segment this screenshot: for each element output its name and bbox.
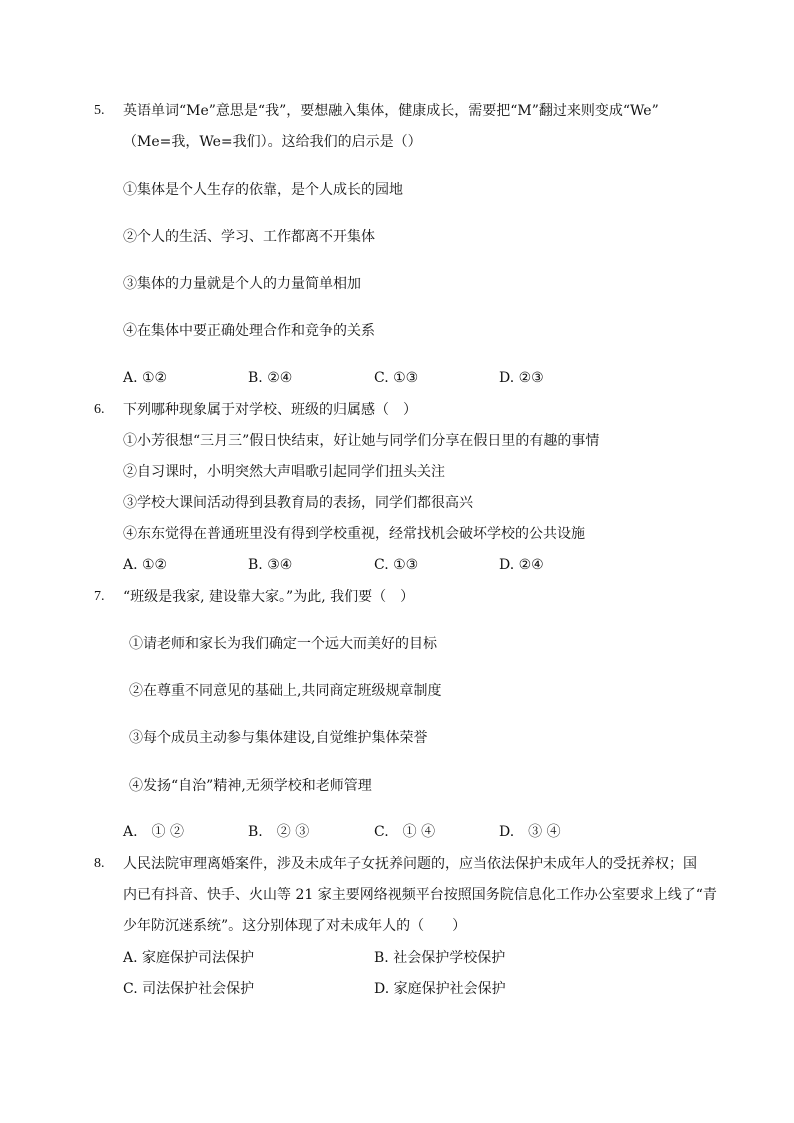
- statement: ④在集体中要正确处理合作和竞争的关系: [123, 323, 375, 339]
- statement: ②自习课时，小明突然大声唱歌引起同学们扭头关注: [123, 464, 445, 480]
- option-d[interactable]: D. ②③: [499, 370, 544, 386]
- option-b[interactable]: B. ② ③: [248, 824, 310, 840]
- option-c[interactable]: C. ① ④: [374, 824, 436, 840]
- option-a[interactable]: A. 家庭保护司法保护: [123, 950, 255, 966]
- statement: ③集体的力量就是个人的力量简单相加: [123, 276, 361, 292]
- option-b[interactable]: B. ②④: [248, 370, 293, 386]
- question-stem-line: 英语单词“Me”意思是“我”，要想融入集体，健康成长，需要把“M”翻过来则变成“We”: [123, 103, 659, 119]
- option-c[interactable]: C. ①③: [374, 370, 419, 386]
- statement: ②在尊重不同意见的基础上,共同商定班级规章制度: [129, 683, 442, 699]
- statement: ①小芳很想“三月三”假日快结束，好让她与同学们分享在假日里的有趣的事情: [123, 433, 600, 449]
- question-number: 8.: [94, 856, 105, 871]
- option-a[interactable]: A. ①②: [123, 557, 168, 573]
- question-number: 5.: [94, 103, 105, 118]
- statement: ③每个成员主动参与集体建设,自觉维护集体荣誉: [129, 730, 428, 746]
- option-b[interactable]: B. 社会保护学校保护: [374, 950, 506, 966]
- question-number: 6.: [94, 402, 105, 417]
- option-d[interactable]: D. ②④: [499, 557, 544, 573]
- statement: ③学校大课间活动得到县教育局的表扬，同学们都很高兴: [123, 495, 473, 511]
- option-a[interactable]: A. ①②: [123, 370, 168, 386]
- question-number: 7.: [94, 589, 105, 604]
- question-stem-line: 内已有抖音、快手、火山等 21 家主要网络视频平台按照国务院信息化工作办公室要求上线了“青: [123, 887, 717, 903]
- option-d[interactable]: D. 家庭保护社会保护: [374, 981, 506, 997]
- statement: ②个人的生活、学习、工作都离不开集体: [123, 229, 375, 245]
- statement: ④发扬“自治”精神,无须学校和老师管理: [129, 778, 372, 794]
- statement: ①集体是个人生存的依靠，是个人成长的园地: [123, 182, 403, 198]
- option-a[interactable]: A. ① ②: [123, 824, 185, 840]
- question-stem-line: 人民法院审理离婚案件，涉及未成年子女抚养问题的，应当依法保护未成年人的受抚养权；国: [123, 856, 697, 872]
- option-c[interactable]: C. 司法保护社会保护: [123, 981, 255, 997]
- question-stem-line: “班级是我家, 建设靠大家。”为此, 我们要（ ）: [123, 589, 415, 605]
- question-stem-line: （Me=我，We=我们）。这给我们的启示是（）: [123, 134, 422, 150]
- statement: ④东东觉得在普通班里没有得到学校重视，经常找机会破坏学校的公共设施: [123, 526, 585, 542]
- question-stem-line: 下列哪种现象属于对学校、班级的归属感（ ）: [123, 402, 417, 418]
- question-stem-line: 少年防沉迷系统”。这分别体现了对未成年人的（ ）: [123, 918, 467, 934]
- option-c[interactable]: C. ①③: [374, 557, 419, 573]
- option-b[interactable]: B. ③④: [248, 557, 293, 573]
- statement: ①请老师和家长为我们确定一个远大而美好的目标: [129, 636, 437, 652]
- option-d[interactable]: D. ③ ④: [499, 824, 561, 840]
